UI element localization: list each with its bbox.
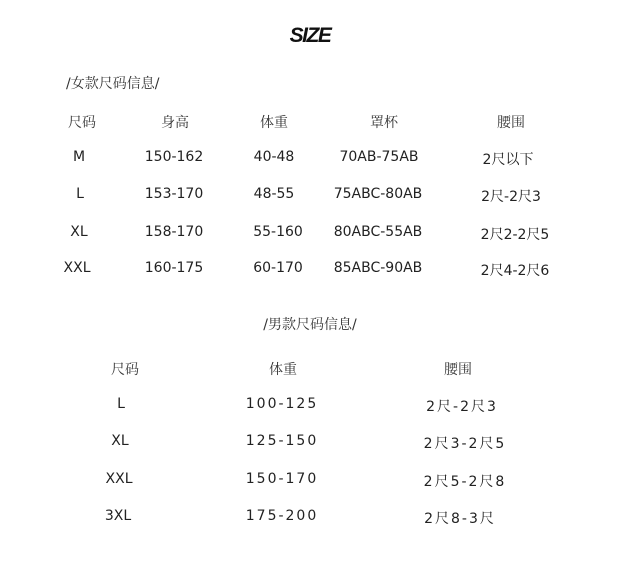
women-cell-weight: 48-55 <box>253 186 295 202</box>
men-section-title: /男款尺码信息/ <box>263 317 357 333</box>
women-cell-height: 150-162 <box>144 149 204 165</box>
women-cell-size: L <box>76 186 84 202</box>
women-cell-cup: 85ABC-90AB <box>333 260 423 276</box>
women-cell-waist: 2尺2-2尺5 <box>480 227 550 243</box>
men-cell-waist: 2尺5-2尺8 <box>423 474 507 490</box>
women-cell-height: 153-170 <box>144 186 204 202</box>
women-cell-height: 158-170 <box>144 224 204 240</box>
men-cell-waist: 2尺-2尺3 <box>426 399 498 415</box>
men-cell-size: 3XL <box>104 508 132 524</box>
men-cell-weight: 100-125 <box>245 396 319 412</box>
women-cell-height: 160-175 <box>144 260 204 276</box>
women-cell-size: M <box>72 149 86 165</box>
women-cell-weight: 55-160 <box>253 224 303 240</box>
men-cell-size: XXL <box>105 471 133 487</box>
page-title: SIZE <box>289 24 331 47</box>
women-section-title: /女款尺码信息/ <box>66 76 160 92</box>
men-cell-weight: 125-150 <box>245 433 319 449</box>
men-cell-weight: 150-170 <box>245 471 319 487</box>
women-cell-waist: 2尺-2尺3 <box>481 189 541 205</box>
men-cell-weight: 175-200 <box>245 508 319 524</box>
women-cell-cup: 80ABC-55AB <box>333 224 423 240</box>
women-cell-cup: 75ABC-80AB <box>333 186 423 202</box>
men-cell-size: L <box>117 396 125 412</box>
men-header-waist: 腰围 <box>444 362 472 378</box>
women-header-height: 身高 <box>161 115 189 131</box>
women-cell-waist: 2尺4-2尺6 <box>480 263 550 279</box>
men-cell-waist: 2尺8-3尺 <box>424 511 496 527</box>
women-cell-size: XL <box>70 224 88 240</box>
men-header-weight: 体重 <box>269 362 297 378</box>
women-cell-weight: 60-170 <box>253 260 303 276</box>
women-header-waist: 腰围 <box>497 115 525 131</box>
women-header-size: 尺码 <box>68 115 96 131</box>
women-header-cup: 罩杯 <box>370 115 398 131</box>
men-cell-size: XL <box>111 433 129 449</box>
women-cell-cup: 70AB-75AB <box>339 149 419 165</box>
women-cell-waist: 2尺以下 <box>482 152 534 168</box>
women-cell-size: XXL <box>63 260 91 276</box>
men-cell-waist: 2尺3-2尺5 <box>423 436 507 452</box>
women-header-weight: 体重 <box>260 115 288 131</box>
women-cell-weight: 40-48 <box>253 149 295 165</box>
men-header-size: 尺码 <box>111 362 139 378</box>
